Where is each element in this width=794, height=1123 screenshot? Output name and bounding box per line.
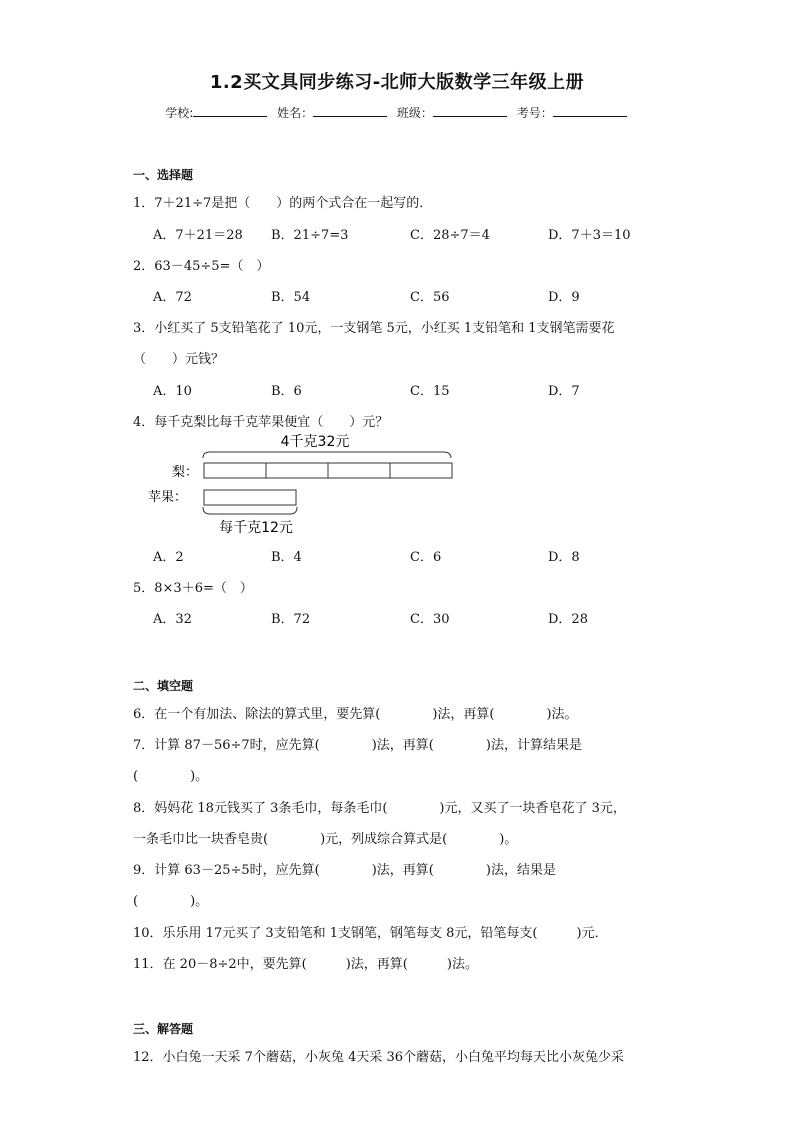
class-blank[interactable]: [433, 104, 507, 117]
section-heading-solve: 三、解答题: [133, 1022, 194, 1036]
question-3-options: [0, 380, 794, 398]
name-label: 姓名：: [277, 106, 314, 120]
q4-option-b: B．4: [271, 550, 302, 565]
student-info-line: [0, 104, 794, 121]
pear-label: 梨：: [172, 465, 199, 480]
question-6-text: 6．在一个有加法、除法的算式里，要先算( )法，再算( )法。: [133, 707, 578, 722]
question-5-stem: 5．8×3＋6=（ ）: [133, 581, 253, 596]
bottom-brace: [203, 507, 297, 514]
question-8-line2: 一条毛巾比一块香皂贵( )元，列成综合算式是( )。: [133, 832, 518, 847]
question-9-line2: ( )。: [133, 894, 209, 909]
question-9-line1: 9．计算 63－25÷5时，应先算( )法，再算( )法，结果是: [133, 863, 556, 878]
q3-option-b: B．6: [271, 384, 302, 399]
q4-option-d: D．8: [548, 550, 580, 565]
q5-option-c: C．30: [410, 612, 450, 627]
pear-apple-segment-diagram: [140, 428, 470, 538]
number-blank[interactable]: [553, 104, 627, 117]
q2-option-a: A．72: [153, 290, 192, 305]
question-2-options: [0, 286, 794, 304]
q2-option-b: B．54: [271, 290, 311, 305]
q1-option-a: A．7＋21＝28: [153, 228, 243, 243]
q5-option-a: A．32: [153, 612, 192, 627]
school-blank[interactable]: [193, 104, 267, 117]
question-12-text: 12．小白兔一天采 7个蘑菇，小灰兔 4天采 36个蘑菇，小白兔平均每天比小灰兔少采: [133, 1050, 625, 1065]
q2-option-d: D．9: [548, 290, 580, 305]
class-label: 班级：: [396, 106, 433, 120]
question-3-stem-line2: （ ）元钱？: [133, 352, 225, 367]
question-10-text: 10．乐乐用 17元买了 3支铅笔和 1支钢笔，钢笔每支 8元，铅笔每支( )元．: [133, 926, 608, 941]
question-7-line1: 7．计算 87－56÷7时，应先算( )法，再算( )法，计算结果是: [133, 738, 582, 753]
question-2-stem: 2．63－45÷5=（ ）: [133, 259, 270, 274]
q1-option-c: C．28÷7＝4: [410, 228, 490, 243]
q5-option-d: D．28: [548, 612, 588, 627]
q1-option-d: D．7＋3＝10: [548, 228, 631, 243]
question-4-stem: 4．每千克梨比每千克苹果便宜（ ）元？: [133, 415, 389, 430]
q3-option-c: C．15: [410, 384, 450, 399]
school-label: 学校:: [165, 106, 194, 120]
top-brace: [203, 452, 451, 458]
section-heading-choice: 一、选择题: [133, 168, 194, 182]
diagram-top-label: 4千克32元: [280, 434, 350, 450]
q2-option-c: C．56: [410, 290, 450, 305]
apple-label: 苹果：: [148, 490, 188, 505]
q1-option-b: B．21÷7=3: [271, 228, 349, 243]
question-1-options: [0, 224, 794, 242]
question-4-options: [0, 546, 794, 564]
q5-option-b: B．72: [271, 612, 311, 627]
name-blank[interactable]: [313, 104, 387, 117]
question-7-line2: ( )。: [133, 769, 209, 784]
question-11-text: 11．在 20－8÷2中，要先算( )法，再算( )法。: [133, 957, 478, 972]
section-heading-fill: 二、填空题: [133, 679, 194, 693]
diagram-bottom-label: 每千克12元: [219, 520, 293, 536]
q3-option-d: D．7: [548, 384, 580, 399]
q4-option-c: C．6: [410, 550, 442, 565]
question-1-stem: 1．7＋21÷7是把（ ）的两个式合在一起写的．: [133, 196, 433, 211]
page-title: 1.2买文具同步练习-北师大版数学三年级上册: [209, 72, 585, 93]
q3-option-a: A．10: [153, 384, 192, 399]
question-5-options: [0, 608, 794, 626]
apple-bar: [204, 490, 296, 505]
q4-option-a: A．2: [153, 550, 184, 565]
number-label: 考号：: [516, 106, 553, 120]
question-8-line1: 8．妈妈花 18元钱买了 3条毛巾，每条毛巾( )元，又买了一块香皂花了 3元，: [133, 801, 626, 816]
question-3-stem-line1: 3．小红买了 5支铅笔花了 10元，一支钢笔 5元，小红买 1支铅笔和 1支钢笔需要花: [133, 321, 615, 336]
